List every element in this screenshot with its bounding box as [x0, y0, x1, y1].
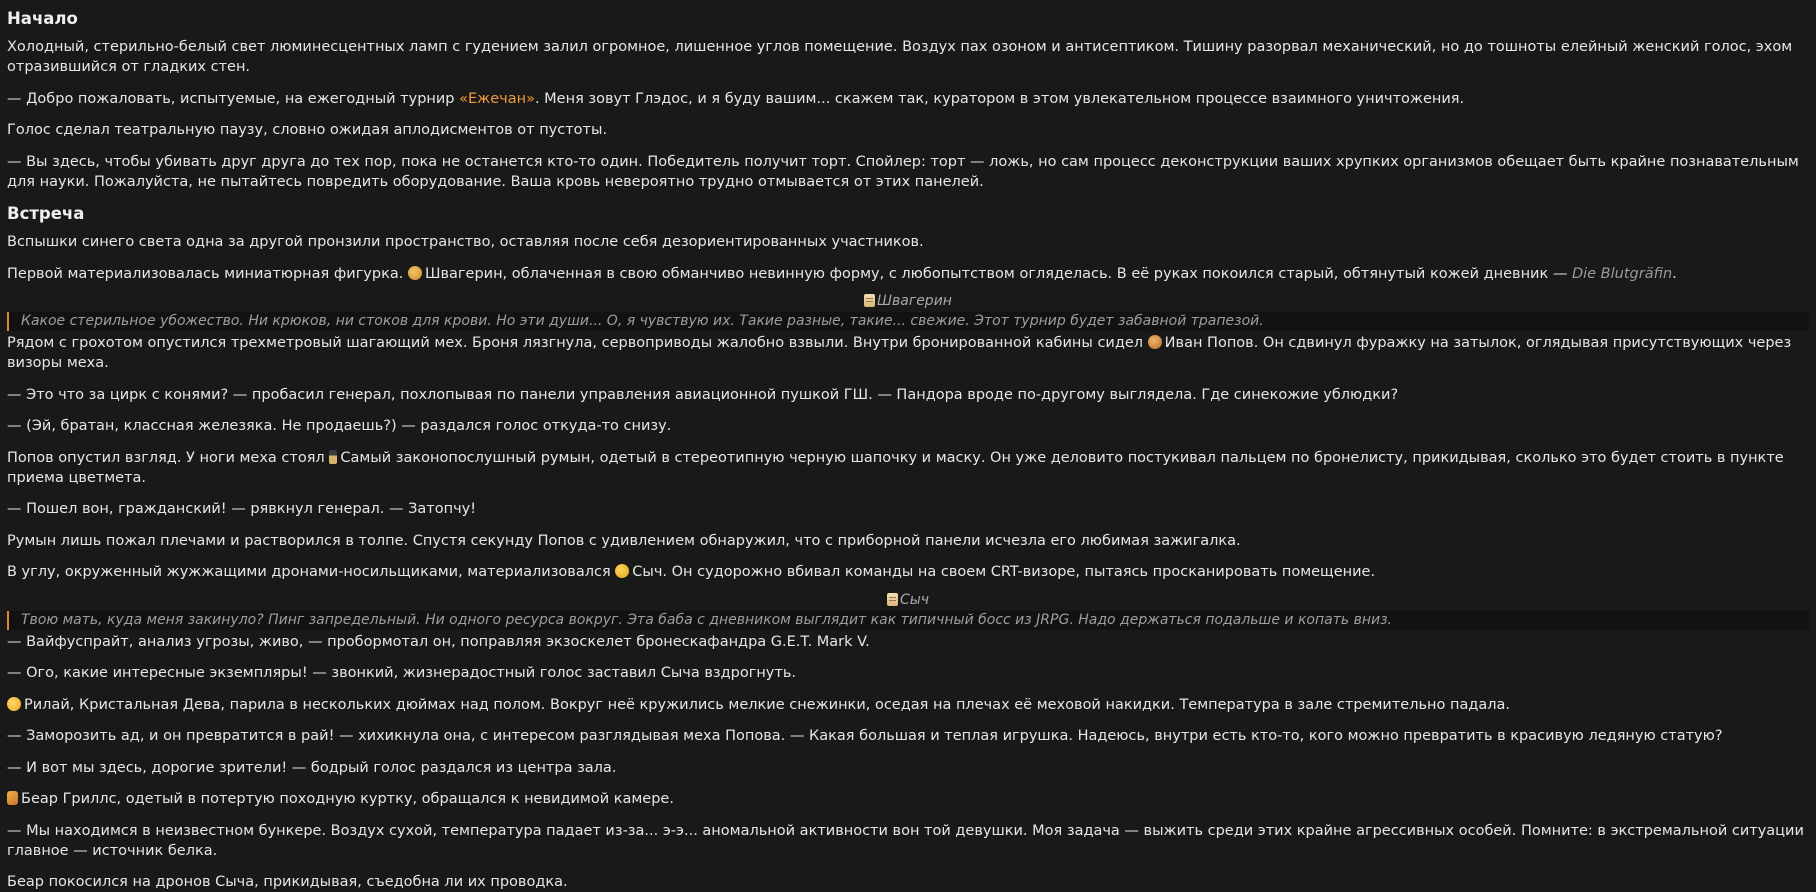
- soldier-emoji-icon: [1148, 335, 1162, 349]
- thought-block: Какое стерильное убожество. Ни крюков, ни стоков для крови. Но эти души... О, я чувствую их. Такие разные, такие... свежие. Этот турнир будет забавной трапезой.: [7, 312, 1809, 331]
- paragraph: Румын лишь пожал плечами и растворился в толпе. Спустя секунду Попов с удивлением обнаружил, что с приборной панели исчезла его любимая зажигалка.: [7, 532, 1241, 549]
- diary-title: Die Blutgräfin: [1571, 265, 1673, 282]
- paragraph: Беар покосился на дронов Сыча, прикидывая, съедобна ли их проводка.: [7, 874, 568, 890]
- scroll-icon: [887, 593, 898, 606]
- paragraph: — Ого, какие интересные экземпляры! — звонкий, жизнерадостный голос заставил Сыча вздрогнуть.: [7, 665, 796, 681]
- girl-emoji-icon: [7, 697, 21, 711]
- paragraph: Первой материализовалась миниатюрная фигурка. Швагерин, облаченная в свою обманчиво невинную форму, с любопытством огляделась. В её руках покоился старый, обтянутый кожей дневник — Die Blutgräfin.: [7, 265, 1677, 282]
- hedgehog-emoji-icon: [408, 266, 422, 280]
- paragraph: Беар Гриллс, одетый в потертую походную куртку, обращался к невидимой камере.: [7, 789, 1809, 809]
- section-title-meeting: Встреча: [7, 204, 85, 223]
- thought-block: Твою мать, куда меня закинуло? Пинг запредельный. Ни одного ресурса вокруг. Эта баба с дневником выглядит как типичный босс из JRPG. Надо держаться подальше и копать вниз.: [7, 611, 1809, 630]
- paragraph: Голос сделал театральную паузу, словно ожидая аплодисментов от пустоты.: [7, 122, 608, 138]
- scroll-icon: [864, 294, 875, 307]
- paragraph: — Пошел вон, гражданский! — рявкнул генерал. — Затопчу!: [7, 501, 477, 517]
- paragraph: — Мы находимся в неизвестном бункере. Воздух сухой, температура падает из-за... э-э... аномальной активности вон той девушки. Моя задача — выжить среди этих крайне агрессивных особей. Помните: в экстремальной ситуации главное — источник белка.: [7, 822, 1804, 859]
- paragraph: — Вы здесь, чтобы убивать друг друга до тех пор, пока не останется кто-то один. Победитель получит торт. Спойлер: торт — ложь, но сам процесс деконструкции ваших хрупких организмов обещает быть крайне познавательным для науки. Пожалуйста, не пытайтесь повредить оборудование. Ваша кровь невероятно трудно отмывается от этих панелей.: [7, 153, 1799, 190]
- paragraph: — Это что за цирк с конями? — пробасил генерал, похлопывая по панели управления авиационной пушкой ГШ. — Пандора вроде по-другому выглядела. Где синекожие ублюдки?: [7, 386, 1399, 403]
- paragraph: — (Эй, братан, классная железяка. Не продаешь?) — раздался голос откуда-то снизу.: [7, 418, 672, 434]
- paragraph: Рилай, Кристальная Дева, парила в нескольких дюймах над полом. Вокруг неё кружились мелкие снежинки, оседая на плечах её меховой накидки. Температура в зале стремительно падала.: [7, 695, 1809, 715]
- thought-header: Сыч: [7, 591, 1809, 609]
- runner-emoji-icon: [7, 791, 18, 805]
- paragraph: Холодный, стерильно-белый свет люминесцентных ламп с гудением залил огромное, лишенное углов помещение. Воздух пах озоном и антисептиком. Тишину разорвал механический, но до тошноты елейный женский голос, эхом отразившийся от гладких стен.: [7, 39, 1793, 75]
- paragraph: — Заморозить ад, и он превратится в рай! — хихикнула она, с интересом разглядывая меха Попова. — Какая большая и теплая игрушка. Надеюсь, внутри есть кто-то, кого можно превратить в красивую ледяную статую?: [7, 728, 1723, 744]
- paragraph: Попов опустил взгляд. У ноги меха стоял Самый законопослушный румын, одетый в стереотипную черную шапочку и маску. Он уже деловито постукивал пальцем по бронелисту, прикидывая, сколько это будет стоить в пункте приема цветмета.: [7, 449, 1784, 486]
- paragraph: — Вайфуспрайт, анализ угрозы, живо, — пробормотал он, поправляя экзоскелет бронескафандра G.E.T. Mark V.: [7, 633, 870, 650]
- paragraph: — Добро пожаловать, испытуемые, на ежегодный турнир «Ежечан». Меня зовут Глэдос, и я буду вашим... скажем так, куратором в этом увлекательном процессе взаимного уничтожения.: [7, 90, 1465, 107]
- section-title-start: Начало: [7, 9, 78, 28]
- thief-emoji-icon: [329, 450, 337, 464]
- paragraph: — И вот мы здесь, дорогие зрители! — бодрый голос раздался из центра зала.: [7, 759, 617, 776]
- paragraph: В углу, окруженный жужжащими дронами-носильщиками, материализовался Сыч. Он судорожно вбивал команды на своем CRT-визоре, пытаясь просканировать помещение.: [7, 564, 1376, 580]
- paragraph: Вспышки синего света одна за другой пронзили пространство, оставляя после себя дезориентированных участников.: [7, 234, 924, 250]
- tournament-name-highlight: «Ежечан»: [459, 90, 535, 107]
- paragraph: Рядом с грохотом опустился трехметровый шагающий мех. Броня лязгнула, сервоприводы жалобно взвыли. Внутри бронированной кабины сидел Иван Попов. Он сдвинул фуражку на затылок, оглядывая присутствующих через визоры меха.: [7, 335, 1792, 371]
- nerd-face-emoji-icon: [615, 564, 629, 578]
- thought-header: Швагерин: [7, 292, 1809, 310]
